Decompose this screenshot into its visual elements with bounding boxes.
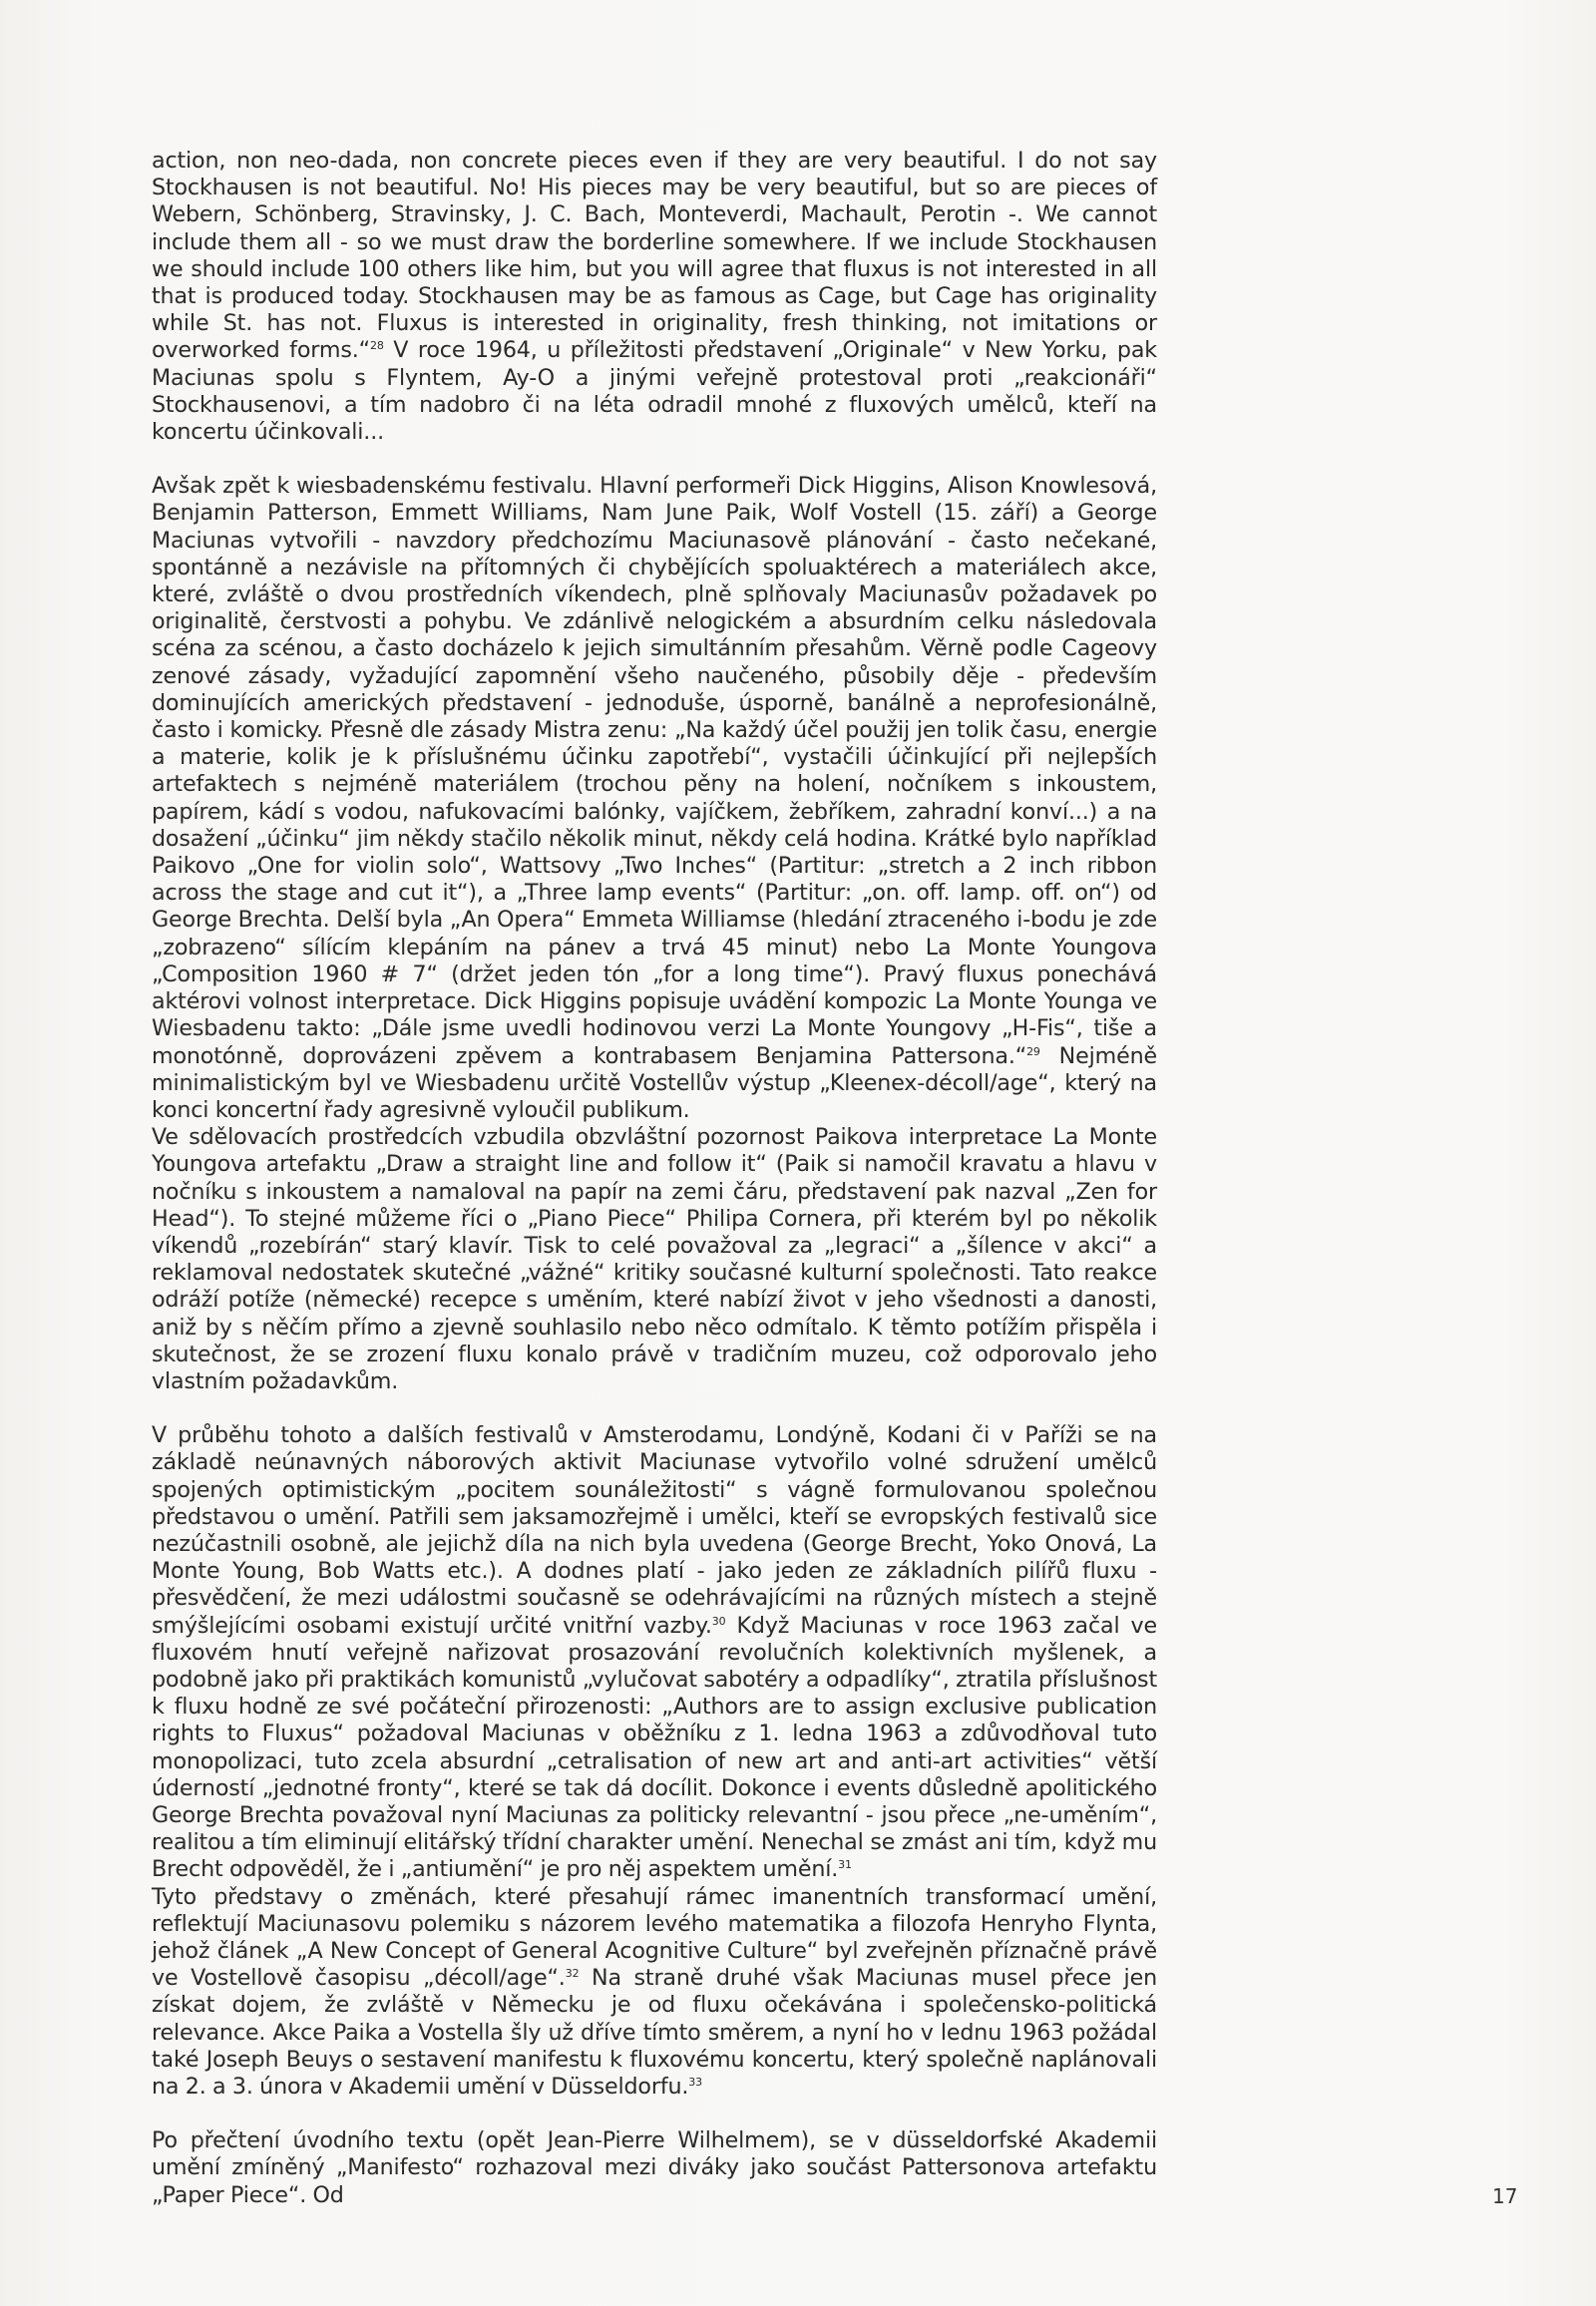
footnote-ref-29: 29 (1026, 1044, 1040, 1058)
footnote-ref-33: 33 (688, 2076, 702, 2090)
text-segment: Na straně druhé však Maciunas musel přece jen získat dojem, že zvláště v Německu je od fluxu očekávána i společensko-politická relevance. Akce Paika a Vostella šly už dříve tímto směrem, a nyní ho v lednu 1963 požádal také Joseph Beuys o sestavení manifestu k fluxovému koncertu, který společně naplánovali na 2. a 3. února v Akademii umění v Düsseldorfu. (152, 1965, 1157, 2101)
text-segment: Ve sdělovacích prostředcích vzbudila obzvláštní pozornost Paikova interpretace La Monte Youngova artefaktu „Draw a straight line and follow it“ (Paik si namočil kravatu a hlavu v nočníku s inkoustem a namaloval na papír na zemi čáru, představení pak nazval „Zen for Head“). To stejné můžeme říci o „Piano Piece“ Philipa Cornera, při kterém byl po několik víkendů „rozebírán“ starý klavír. Tisk to celé považoval za „legraci“ a „šílence v akci“ a reklamoval nedostatek skutečné „vážné“ kritiky současné kulturní společnosti. Tato reakce odráží potíže (německé) recepce s uměním, které nabízí život v jeho všednosti a danosti, aniž by s něčím přímo a zjevně souhlasilo nebo něco odmítalo. K těmto potížím přispěla i skutečnost, že se zrození fluxu konalo právě v tradičním muzeu, což odporovalo jeho vlastním požadavkům. (152, 1124, 1157, 1394)
page-number: 17 (1492, 2184, 1518, 2208)
paragraph-1 (152, 148, 1157, 446)
text-segment: Avšak zpět k wiesbadenskému festivalu. Hlavní performeři Dick Higgins, Alison Knowlesová, Benjamin Patterson, Emmett Williams, Nam June Paik, Wolf Vostell (15. září) a George Maciunas vytvořili - navzdory předchozímu Maciunasově plánování - často nečekané, spontánně a nezávisle na přítomných či chybějících spoluaktérech a materiálech akce, které, zvláště o dvou prostředních víkendech, plně splňovaly Maciunasův požadavek po originalitě, čerstvosti a pohybu. Ve zdánlivě nelogickém a absurdním celku následovala scéna za scénou, a často docházelo k jejich simultánním přesahům. Věrně podle Cageovy zenové zásady, vyžadující zapomnění všeho naučeného, působily děje - především dominujících amerických představení - jednoduše, úsporně, banálně a neprofesionálně, často i komicky. Přesně dle zásady Mistra zenu: „Na každý účel použij jen tolik času, energie a materie, kolik je k příslušnému účinku zapotřebí“, vystačili účinkující při nejlepších artefaktech s nejméně materiálem (trochou pěny na holení, nočníkem s inkoustem, papírem, kádí s vodou, nafukovacími balónky, vajíčkem, žebříkem, zahradní konví...) a na dosažení „účinku“ jim někdy stačilo několik minut, někdy celá hodina. Krátké bylo například Paikovo „One for violin solo“, Wattsovy „Two Inches“ (Partitur: „stretch a 2 inch ribbon across the stage and cut it“), a „Three lamp events“ (Partitur: „on. off. lamp. off. on“) od George Brechta. Delší byla „An Opera“ Emmeta Williamse (hledání ztraceného i-bodu je zde „zobrazeno“ sílícím klepáním na pánev a trvá 45 minut) nebo La Monte Youngova „Composition 1960 # 7“ (držet jeden tón „for a long time“). Pravý fluxus ponechává aktérovi volnost interpretace. Dick Higgins popisuje uvádění kompozic La Monte Younga ve Wiesbadenu takto: „Dále jsme uvedli hodinovou verzi La Monte Youngovy „H-Fis“, tiše a monotónně, doprovázeni zpěvem a kontrabasem Benjamina Pattersona.“ (152, 473, 1157, 1069)
footnote-ref-31: 31 (838, 1858, 852, 1872)
footnote-ref-32: 32 (565, 1967, 580, 1981)
text-segment: Tyto představy o změnách, které přesahují rámec imanentních transformací umění, reflektují Maciunasovu polemiku s názorem levého matematika a filozofa Henryho Flynta, jehož článek „A New Concept of General Acognitive Culture“ byl zveřejněn příznačně právě ve Vostellově časopisu „décoll/age“. (152, 1883, 1157, 1992)
text-segment: Když Maciunas v roce 1963 začal ve fluxovém hnutí veřejně nařizovat prosazování revolučních kolektivních myšlenek, a podobně jako při praktikách komunistů „vylučovat sabotéry a odpadlíky“, ztratila příslušnost k fluxu hodně ze své počáteční přirozenosti: „Authors are to assign exclusive publication rights to Fluxus“ požadoval Maciunas v oběžníku z 1. ledna 1963 a zdůvodňoval tuto monopolizaci, tuto zcela absurdní „cetralisation of new art and anti-art activities“ větší úderností „jednotné fronty“, které se tak dá docílit. Dokonce i events důsledně apolitického George Brechta považoval nyní Maciunas za politicky relevantní - jsou přece „ne-uměním“, realitou a tím eliminují elitářský třídní charakter umění. Nenechal se zmást ani tím, když mu Brecht odpověděl, že i „antiumění“ je pro něj aspektem umění. (152, 1612, 1157, 1883)
body-text (152, 148, 1157, 2209)
text-segment: Nejméně minimalistickým byl ve Wiesbadenu určitě Vostellův výstup „Kleenex-décoll/age“, který na konci koncertní řady agresivně vyloučil publikum. (152, 1042, 1157, 1123)
paragraph-4 (152, 1422, 1157, 1883)
text-segment: action, non neo-dada, non concrete pieces even if they are very beautiful. I do not say Stockhausen is not beautiful. No! His pieces may be very beautiful, but so are pieces of Webern, Schönberg, Stravinsky, J. C. Bach, Monteverdi, Machault, Perotin -. We cannot include them all - so we must draw the borderline somewhere. If we include Stockhausen we should include 100 others like him, but you will agree that fluxus is not interested in all that is produced today. Stockhausen may be as famous as Cage, but Cage has originality while St. has not. Fluxus is interested in originality, fresh thinking, not imitations or overworked forms.“ (152, 148, 1157, 364)
paragraph-5 (152, 1884, 1157, 2102)
footnote-ref-28: 28 (369, 339, 384, 353)
text-segment: Po přečtení úvodního textu (opět Jean-Pierre Wilhelmem), se v düsseldorfské Akademii umění zmíněný „Manifesto“ rozhazoval mezi diváky jako součást Pattersonova artefaktu „Paper Piece“. Od (152, 2127, 1157, 2208)
footnote-ref-30: 30 (711, 1614, 726, 1628)
paragraph-6 (152, 2127, 1157, 2209)
text-segment: V roce 1964, u příležitosti představení „Originale“ v New Yorku, pak Maciunas spolu s Flyntem, Ay-O a jinými veřejně protestoval proti „reakcionáři“ Stockhausenovi, a tím nadobro či na léta odradil mnohé z fluxových umělců, kteří na koncertu účinkovali... (152, 337, 1157, 446)
text-segment: V průběhu tohoto a dalších festivalů v Amsterodamu, Londýně, Kodani či v Paříži se na základě neúnavných náborových aktivit Maciunase vytvořilo volné sdružení umělců spojených optimistickým „pocitem sounáležitosti“ s vágně formulovanou společnou představou o umění. Patřili sem jaksamozřejmě i umělci, kteří se evropských festivalů sice nezúčastnili osobně, ale jejichž díla na nich byla uvedena (George Brecht, Yoko Onová, La Monte Young, Bob Watts etc.). A dodnes platí - jako jeden ze základních pilířů fluxu - přesvědčení, že mezi událostmi současně se odehrávajícími na různých místech a stejně smýšlejícími osobami existují určité vnitřní vazby. (152, 1422, 1157, 1639)
paragraph-2 (152, 473, 1157, 1124)
paragraph-3 (152, 1124, 1157, 1395)
